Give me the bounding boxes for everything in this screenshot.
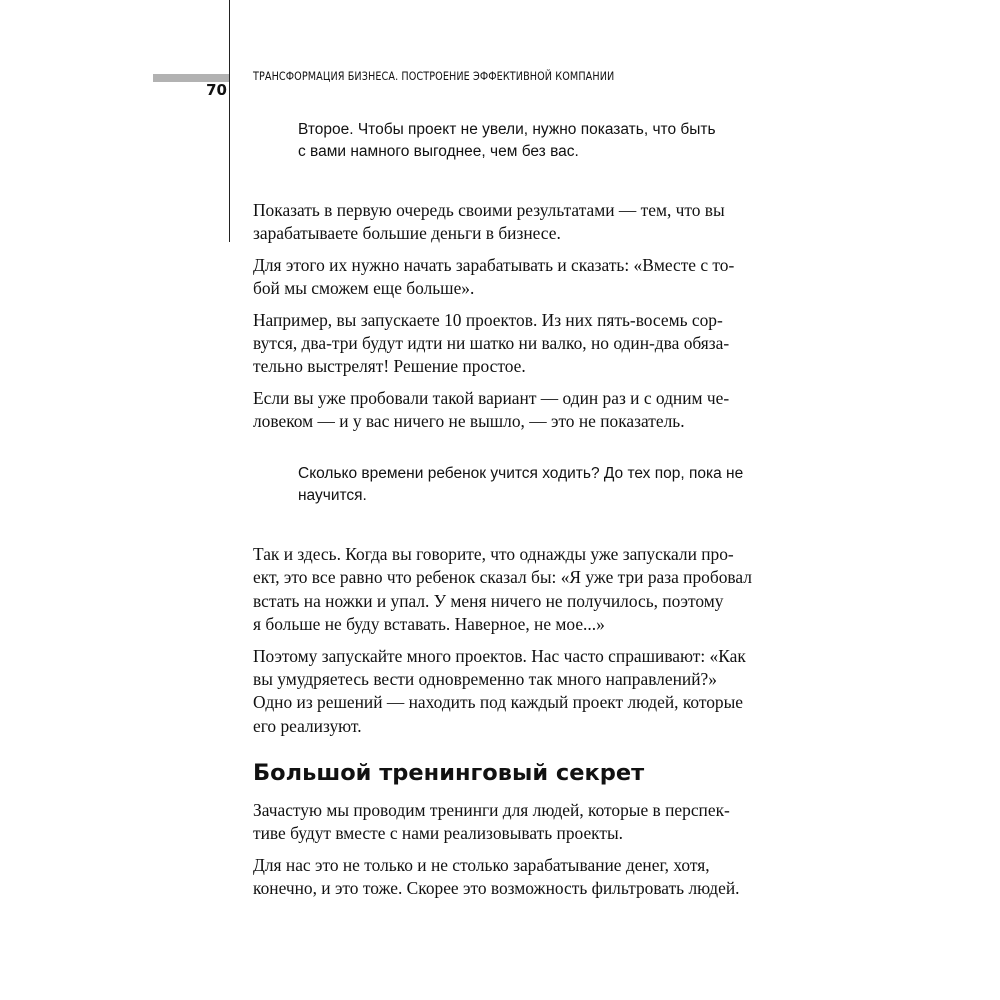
text-line: тиве будут вместе с нами реализовывать проекты. bbox=[253, 823, 624, 844]
paragraph bbox=[253, 199, 783, 246]
paragraph bbox=[253, 645, 783, 739]
text-line: вутся, два-три будут идти ни шатко ни валко, но один-два обяза- bbox=[253, 333, 730, 354]
callout-quote bbox=[298, 119, 778, 163]
paragraph bbox=[253, 309, 783, 379]
page-number: 70 bbox=[206, 81, 227, 99]
body-text-block bbox=[253, 199, 783, 442]
paragraph bbox=[253, 387, 783, 434]
text-line: Если вы уже пробовали такой вариант — один раз и с одним че- bbox=[253, 387, 730, 408]
paragraph bbox=[253, 799, 783, 846]
text-line: Поэтому запускайте много проектов. Нас часто спрашивают: «Как bbox=[253, 645, 746, 666]
margin-vertical-rule bbox=[229, 0, 230, 242]
text-line: вы умудряетесь вести одновременно так много направлений?» bbox=[253, 669, 717, 690]
text-line: Показать в первую очередь своими результатами — тем, что вы bbox=[253, 200, 725, 220]
paragraph bbox=[253, 254, 783, 301]
paragraph bbox=[253, 854, 783, 901]
text-line: Одно из решений — находить под каждый проект людей, которые bbox=[253, 692, 744, 713]
text-line: тельно выстрелят! Решение простое. bbox=[253, 356, 526, 377]
text-line: зарабатываете большие деньги в бизнесе. bbox=[253, 223, 561, 244]
text-line: встать на ножки и упал. У меня ничего не получилось, поэтому bbox=[253, 590, 724, 611]
text-line: его реализуют. bbox=[253, 715, 362, 736]
callout-line: Сколько времени ребенок учится ходить? До тех пор, пока не bbox=[298, 465, 744, 482]
text-line: Для этого их нужно начать зарабатывать и сказать: «Вместе с то- bbox=[253, 254, 735, 275]
paragraph bbox=[253, 543, 783, 637]
text-line: Зачастую мы проводим тренинги для людей, которые в перспек- bbox=[253, 800, 730, 820]
text-line: конечно, и это тоже. Скорее это возможность фильтровать людей. bbox=[253, 878, 740, 899]
body-text-block bbox=[253, 543, 783, 746]
text-line: ловеком — и у вас ничего не вышло, — это не показатель. bbox=[253, 411, 685, 432]
text-line: ект, это все равно что ребенок сказал бы: «Я уже три раза пробовал bbox=[253, 567, 752, 588]
callout-line: научится. bbox=[298, 487, 367, 504]
callout-quote bbox=[298, 463, 778, 507]
callout-line: с вами намного выгоднее, чем без вас. bbox=[298, 143, 579, 160]
text-line: бой мы сможем еще больше». bbox=[253, 278, 475, 299]
callout-line: Второе. Чтобы проект не увели, нужно показать, что быть bbox=[298, 121, 716, 138]
body-text-block bbox=[253, 799, 783, 909]
text-line: Например, вы запускаете 10 проектов. Из них пять-восемь сор- bbox=[253, 309, 723, 330]
running-head: ТРАНСФОРМАЦИЯ БИЗНЕСА. ПОСТРОЕНИЕ ЭФФЕКТИВНОЙ КОМПАНИИ bbox=[253, 69, 615, 83]
text-line: я больше не буду вставать. Наверное, не мое...» bbox=[253, 614, 605, 635]
section-heading: Большой тренинговый секрет bbox=[253, 760, 645, 786]
text-line: Для нас это не только и не столько зарабатывание денег, хотя, bbox=[253, 854, 710, 875]
text-line: Так и здесь. Когда вы говорите, что однажды уже запускали про- bbox=[253, 544, 734, 564]
